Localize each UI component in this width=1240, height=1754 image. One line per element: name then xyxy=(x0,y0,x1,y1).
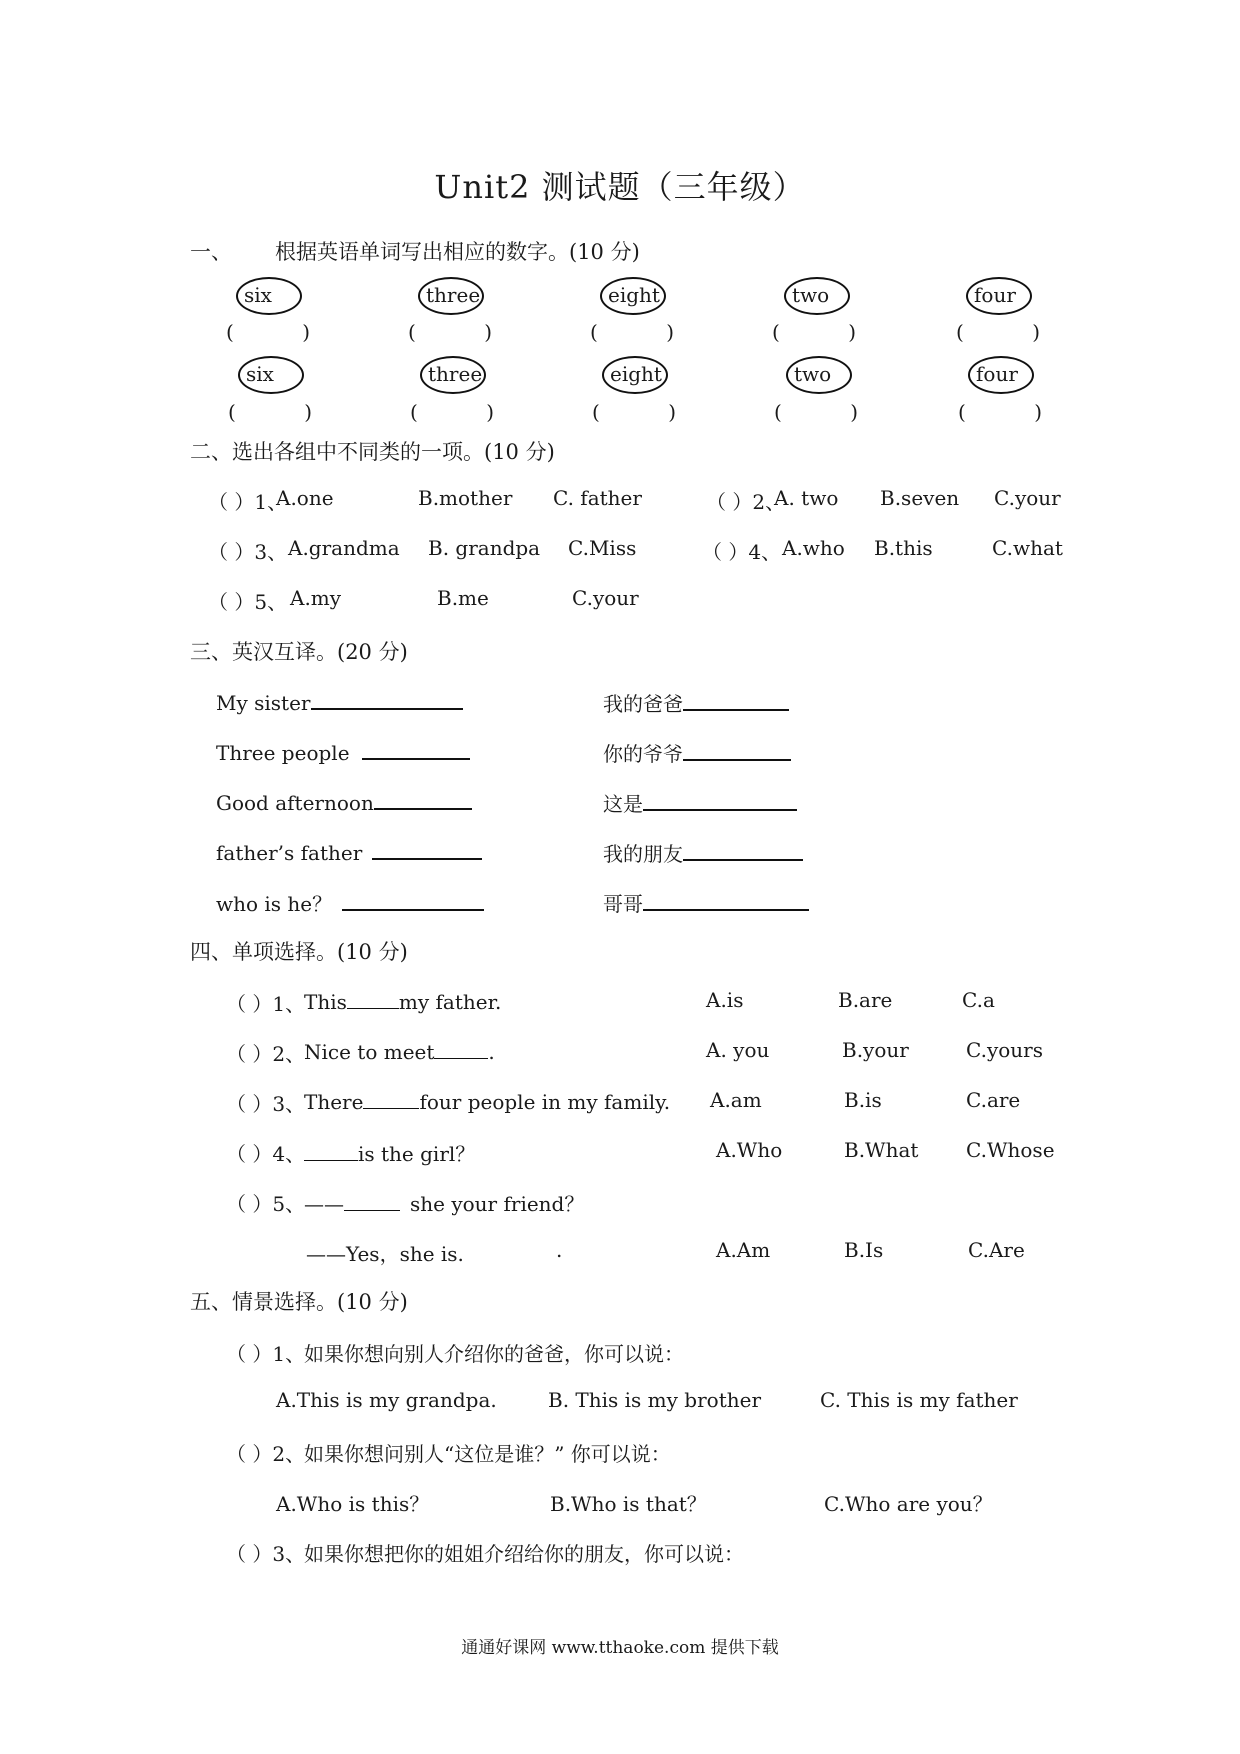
option-b[interactable]: B.Is xyxy=(844,1238,884,1262)
answer-blank[interactable]: ( ) xyxy=(410,400,494,424)
translate-prompt: Good afternoon xyxy=(216,791,374,815)
option-b[interactable]: B.me xyxy=(437,586,489,610)
section-1-title: 根据英语单词写出相应的数字。(10 分) xyxy=(275,240,640,264)
answer-line[interactable] xyxy=(311,688,463,710)
option-a[interactable]: A. you xyxy=(706,1038,770,1062)
translate-prompt: 哥哥 xyxy=(603,892,643,916)
question-number: （ ）1、 xyxy=(208,490,288,514)
answer-blank[interactable]: ( ) xyxy=(408,320,492,344)
option-b[interactable]: B.your xyxy=(842,1038,909,1062)
option-b[interactable]: B.What xyxy=(844,1138,919,1162)
option-b[interactable]: B.seven xyxy=(880,486,960,510)
question-text: —— she your friend？ xyxy=(304,1192,585,1216)
option-a[interactable]: A. two xyxy=(774,486,839,510)
footer-credit: 通通好课网 www.tthaoke.com 提供下载 xyxy=(461,1638,779,1658)
translate-prompt: 你的爷爷 xyxy=(603,742,683,766)
question-number: （ ）3、 xyxy=(208,540,288,564)
option-a[interactable]: A.This is my grandpa. xyxy=(276,1388,497,1412)
section-4-title: 四、单项选择。(10 分) xyxy=(190,940,408,964)
translate-prompt: 我的朋友 xyxy=(603,842,683,866)
answer-line[interactable] xyxy=(643,889,809,911)
question-number: （ ）2、 xyxy=(226,1442,306,1466)
option-a[interactable]: A.Who xyxy=(716,1138,783,1162)
word-oval: two xyxy=(786,356,852,394)
answer-blank[interactable]: ( ) xyxy=(958,400,1042,424)
answer-blank[interactable]: ( ) xyxy=(226,320,310,344)
question-number: （ ）2、 xyxy=(226,1042,306,1066)
question-text: There four people in my family. xyxy=(304,1090,671,1114)
word-oval: two xyxy=(784,277,850,315)
translate-item xyxy=(603,738,791,767)
option-a[interactable]: A.is xyxy=(706,988,744,1012)
option-c[interactable]: C. father xyxy=(553,486,642,510)
question-number: （ ）1、 xyxy=(226,1342,306,1366)
word-oval: four xyxy=(968,356,1034,394)
option-c[interactable]: C.your xyxy=(572,586,639,610)
translate-item xyxy=(216,738,470,765)
option-c[interactable]: C.Miss xyxy=(568,536,637,560)
answer-blank[interactable]: ( ) xyxy=(956,320,1040,344)
translate-prompt: 这是 xyxy=(603,792,643,816)
option-b[interactable]: B.Who is that？ xyxy=(550,1492,707,1516)
option-a[interactable]: A.Am xyxy=(716,1238,771,1262)
word-oval: six xyxy=(236,277,302,315)
translate-item xyxy=(603,788,797,817)
option-a[interactable]: A.my xyxy=(290,586,342,610)
option-a[interactable]: A.am xyxy=(710,1088,762,1112)
option-a[interactable]: A.who xyxy=(782,536,845,560)
option-c[interactable]: C.your xyxy=(994,486,1061,510)
translate-item xyxy=(216,788,472,815)
question-number: （ ）3、 xyxy=(226,1542,306,1566)
translate-prompt: Three people xyxy=(216,741,350,765)
word-oval: four xyxy=(966,277,1032,315)
section-3-title: 三、英汉互译。(20 分) xyxy=(190,640,408,664)
answer-blank[interactable]: ( ) xyxy=(228,400,312,424)
option-b[interactable]: B.are xyxy=(838,988,893,1012)
fill-blank[interactable] xyxy=(347,988,399,1009)
answer-line[interactable] xyxy=(683,689,789,711)
answer-line[interactable] xyxy=(683,739,791,761)
answer-line[interactable] xyxy=(372,838,482,860)
translate-prompt: 我的爸爸 xyxy=(603,692,683,716)
page-title: Unit2 测试题（三年级） xyxy=(434,168,806,206)
question-text: 如果你想向别人介绍你的爸爸，你可以说： xyxy=(304,1342,684,1366)
section-2-title: 二、选出各组中不同类的一项。(10 分) xyxy=(190,440,555,464)
answer-line[interactable] xyxy=(342,889,484,911)
fill-blank[interactable] xyxy=(304,1140,358,1161)
translate-item xyxy=(603,688,789,717)
translate-item xyxy=(603,838,803,867)
option-c[interactable]: C.Who are you？ xyxy=(824,1492,993,1516)
answer-line[interactable] xyxy=(683,839,803,861)
fill-blank[interactable] xyxy=(434,1038,488,1059)
option-c[interactable]: C.yours xyxy=(966,1038,1043,1062)
word-oval: six xyxy=(238,356,304,394)
question-text: Nice to meet . xyxy=(304,1040,495,1064)
option-c[interactable]: C.are xyxy=(966,1088,1021,1112)
question-number: （ ）5、 xyxy=(226,1192,306,1216)
answer-blank[interactable]: ( ) xyxy=(774,400,858,424)
word-oval: three xyxy=(420,356,486,394)
answer-line[interactable] xyxy=(362,738,470,760)
fill-blank[interactable] xyxy=(363,1088,419,1109)
question-number: （ ）3、 xyxy=(226,1092,306,1116)
option-c[interactable]: C.Are xyxy=(968,1238,1025,1262)
question-text: This my father. xyxy=(304,990,502,1014)
translate-prompt: who is he？ xyxy=(216,892,333,916)
question-number: （ ）4、 xyxy=(702,540,782,564)
question-number: （ ）2、 xyxy=(706,490,786,514)
translate-prompt: My sister xyxy=(216,691,311,715)
translate-item xyxy=(603,888,809,917)
stray-dot: . xyxy=(556,1238,563,1262)
option-c[interactable]: C.Whose xyxy=(966,1138,1055,1162)
translate-item xyxy=(216,688,463,715)
answer-blank[interactable]: ( ) xyxy=(772,320,856,344)
translate-prompt: father’s father xyxy=(216,841,363,865)
option-a[interactable]: A.one xyxy=(276,486,334,510)
answer-text: ——Yes，she is. xyxy=(306,1242,464,1266)
word-oval: three xyxy=(418,277,484,315)
option-c[interactable]: C.what xyxy=(992,536,1063,560)
word-oval: eight xyxy=(602,356,668,394)
question-text: 如果你想把你的姐姐介绍给你的朋友，你可以说： xyxy=(304,1542,744,1566)
answer-line[interactable] xyxy=(643,789,797,811)
question-text: is the girl？ xyxy=(304,1138,475,1167)
section-1-number: 一、 xyxy=(190,240,232,264)
question-text: 如果你想问别人“这位是谁？” 你可以说： xyxy=(304,1442,671,1466)
option-a[interactable]: A.Who is this？ xyxy=(276,1492,430,1516)
section-5-title: 五、情景选择。(10 分) xyxy=(190,1290,408,1314)
option-c[interactable]: C. This is my father xyxy=(820,1388,1018,1412)
answer-blank[interactable]: ( ) xyxy=(592,400,676,424)
option-b[interactable]: B. This is my brother xyxy=(548,1388,762,1412)
option-b[interactable]: B.this xyxy=(874,536,933,560)
answer-line[interactable] xyxy=(374,788,472,810)
translate-item xyxy=(216,838,482,865)
translate-item xyxy=(216,888,484,917)
option-b[interactable]: B. grandpa xyxy=(428,536,541,560)
question-number: （ ）1、 xyxy=(226,992,306,1016)
option-c[interactable]: C.a xyxy=(962,988,995,1012)
word-oval: eight xyxy=(600,277,666,315)
option-a[interactable]: A.grandma xyxy=(288,536,400,560)
question-number: （ ）5、 xyxy=(208,590,288,614)
option-b[interactable]: B.is xyxy=(844,1088,882,1112)
option-b[interactable]: B.mother xyxy=(418,486,513,510)
answer-blank[interactable]: ( ) xyxy=(590,320,674,344)
question-number: （ ）4、 xyxy=(226,1142,306,1166)
fill-blank[interactable] xyxy=(344,1190,400,1211)
